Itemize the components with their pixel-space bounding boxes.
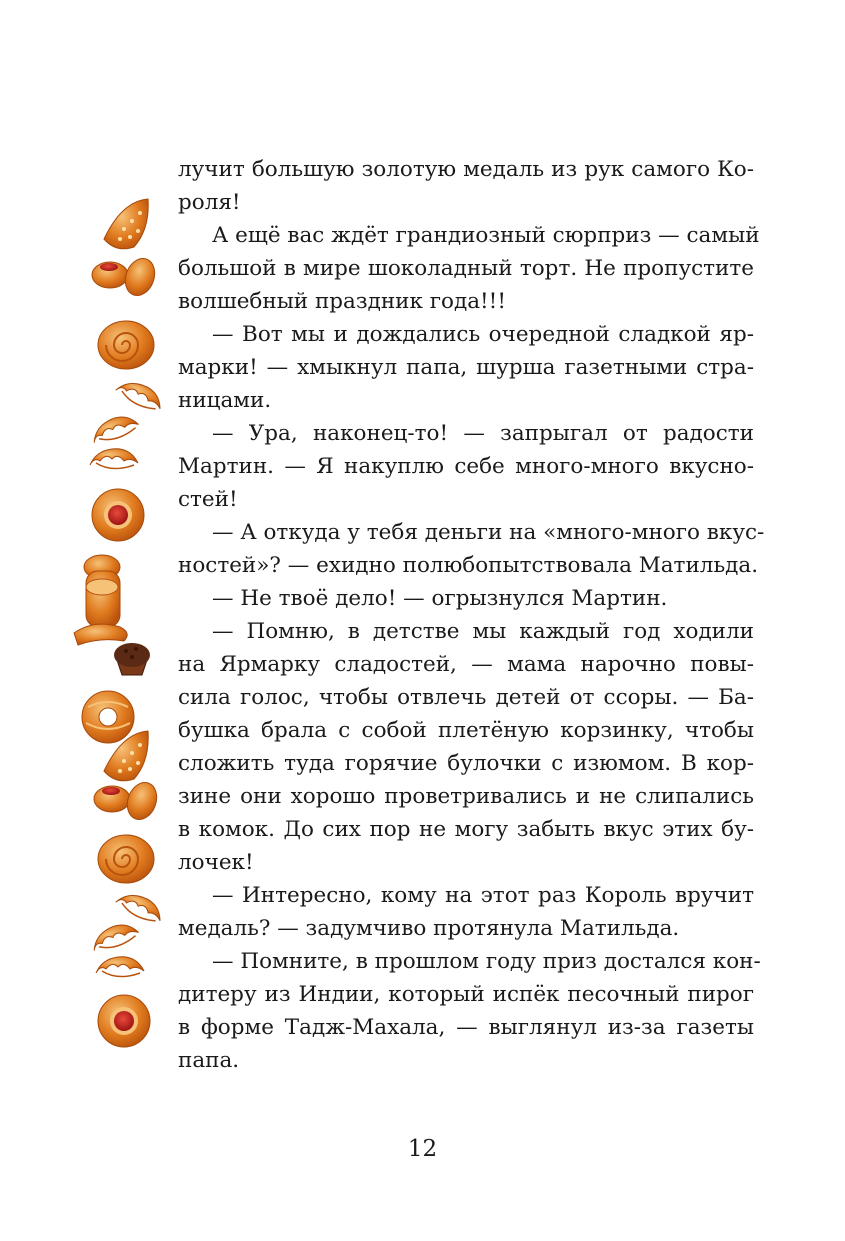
swirl-bun-icon: [98, 321, 154, 369]
text-line: бушка брала с собой плетёную корзинку, чтобы: [178, 718, 754, 743]
text-line: — Интересно, кому на этот раз Король вручит: [212, 883, 754, 908]
text-line: А ещё вас ждёт грандиозный сюрприз — самый: [212, 223, 760, 248]
bun-icon: [94, 778, 162, 823]
muffin-icon: [114, 643, 150, 675]
donut-icon: [82, 691, 134, 743]
text-line: зине они хорошо проветривались и не слипались: [178, 784, 754, 809]
text-line: на Ярмарку сладостей, — мама нарочно повы-: [178, 652, 754, 677]
text-line: сила голос, чтобы отвлечь детей от ссоры. — Ба-: [178, 685, 754, 710]
croissant-icon: [90, 449, 138, 469]
text-line: — Вот мы и дождались очередной сладкой яр-: [212, 322, 754, 347]
text-line: волшебный праздник года!!!: [178, 289, 506, 314]
text-line: — А откуда у тебя деньги на «много-много вкус-: [212, 520, 765, 545]
page-number: 12: [407, 1136, 438, 1162]
text-line: — Не твоё дело! — огрызнулся Мартин.: [212, 586, 668, 611]
pie-icon: [104, 199, 148, 249]
text-line: роля!: [178, 190, 241, 215]
text-line: в форме Тадж-Махала, — выглянул из-за газеты: [178, 1015, 754, 1040]
text-line: — Помните, в прошлом году приз достался кон-: [212, 949, 761, 974]
text-line: лочек!: [178, 850, 254, 875]
text-line: лучит большую золотую медаль из рук самого Ко-: [178, 157, 754, 182]
croissant-icon: [96, 957, 144, 977]
text-line: дитеру из Индии, который испёк песочный пирог: [178, 982, 754, 1007]
swirl-bun-icon: [98, 835, 154, 883]
text-line: ностей»? — ехидно полюбопытствовала Матильда.: [178, 553, 759, 578]
jam-tart-icon: [92, 489, 144, 541]
text-line: — Помню, в детстве мы каждый год ходили: [212, 619, 754, 644]
bun-icon: [92, 254, 160, 299]
pastry-border-illustration: [60, 195, 175, 1055]
text-line: в комок. До сих пор не могу забыть вкус этих бу-: [178, 817, 754, 842]
croissant-icon: [89, 919, 141, 954]
text-line: стей!: [178, 487, 238, 512]
jam-tart-icon: [98, 995, 150, 1047]
text-line: марки! — хмыкнул папа, шурша газетными стра-: [178, 355, 754, 380]
text-line: — Ура, наконец-то! — запрыгал от радости: [212, 421, 754, 446]
text-line: папа.: [178, 1048, 240, 1073]
text-line: сложить туда горячие булочки с изюмом. В кор-: [178, 751, 754, 776]
text-line: Мартин. — Я накуплю себе много-много вкусно-: [178, 454, 754, 479]
croissant-icon: [114, 888, 166, 926]
text-line: медаль? — задумчиво протянула Матильда.: [178, 916, 680, 941]
croissant-icon: [114, 376, 166, 414]
bread-loaf-icon: [74, 555, 127, 645]
croissant-icon: [89, 411, 141, 446]
text-line: ницами.: [178, 388, 272, 413]
text-line: большой в мире шоколадный торт. Не пропустите: [178, 256, 754, 281]
